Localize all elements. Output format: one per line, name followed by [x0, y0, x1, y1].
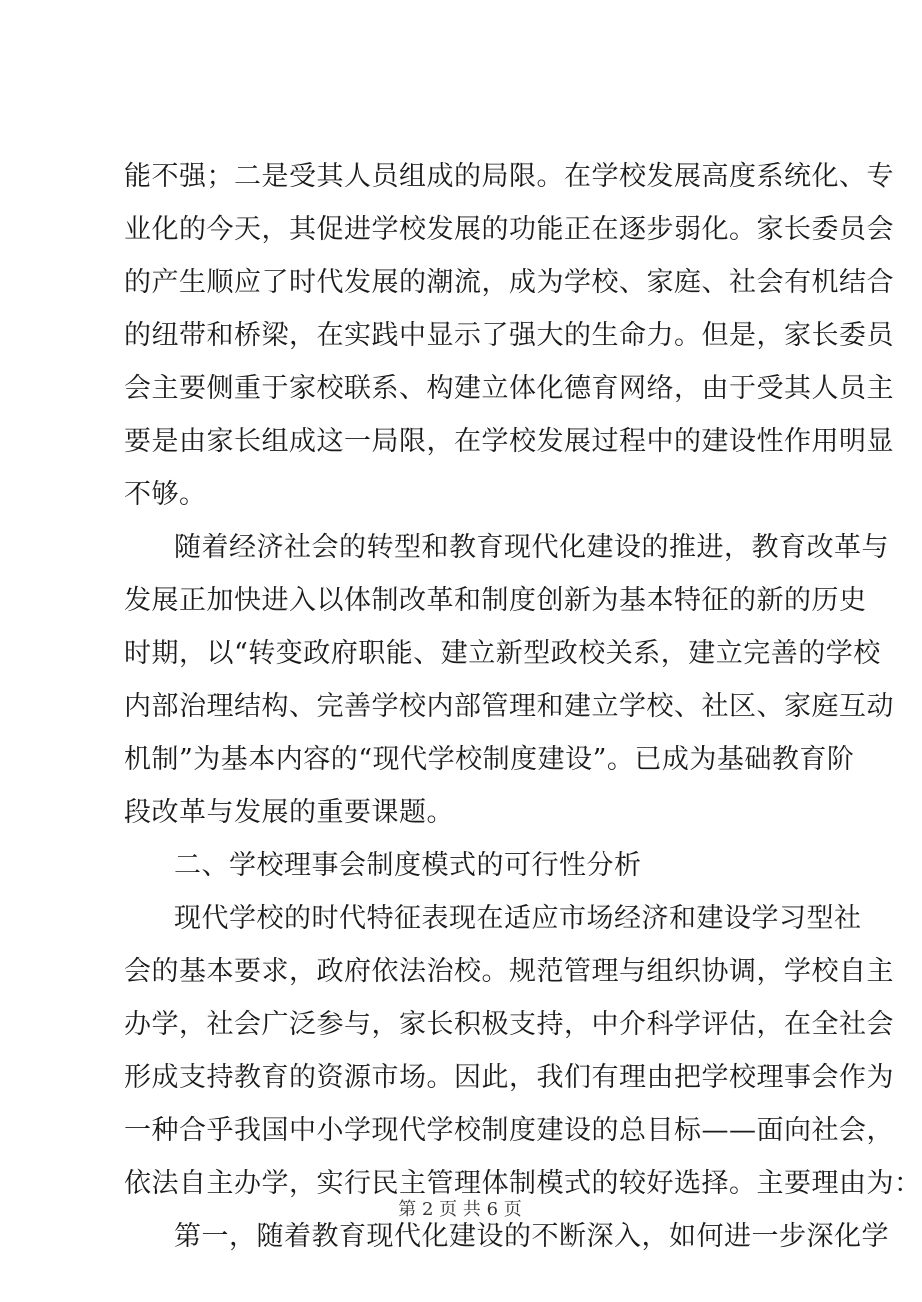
text-line: 机制”为基本内容的“现代学校制度建设”。已成为基础教育阶 [124, 744, 855, 775]
document-body [124, 150, 922, 1263]
text-line: 时期，以“转变政府职能、建立新型政校关系，建立完善的学校 [124, 638, 881, 669]
text-line: 业化的今天，其促进学校发展的功能正在逐步弱化。家长委员会 [124, 214, 894, 245]
text-line: 的纽带和桥梁，在实践中显示了强大的生命力。但是，家长委员 [124, 320, 894, 351]
page-footer: 第 2 页 共 6 页 [398, 1199, 522, 1220]
text-line: 依法自主办学，实行民主管理体制模式的较好选择。主要理由为： [124, 1168, 922, 1199]
text-line: 发展正加快进入以体制改革和制度创新为基本特征的新的历史 [124, 585, 867, 616]
text-line: 办学，社会广泛参与，家长积极支持，中介科学评估，在全社会 [124, 1009, 894, 1040]
text-line: 的产生顺应了时代发展的潮流，成为学校、家庭、社会有机结合 [124, 267, 894, 298]
text-line: 现代学校的时代特征表现在适应市场经济和建设学习型社 [174, 903, 862, 934]
text-line: 第一，随着教育现代化建设的不断深入，如何进一步深化学 [174, 1221, 889, 1252]
text-line: 随着经济社会的转型和教育现代化建设的推进，教育改革与 [174, 532, 889, 563]
text-line: 形成支持教育的资源市场。因此，我们有理由把学校理事会作为 [124, 1062, 894, 1093]
text-line: 能不强；二是受其人员组成的局限。在学校发展高度系统化、专 [124, 161, 894, 192]
text-line: 一种合乎我国中小学现代学校制度建设的总目标——面向社会， [124, 1115, 894, 1146]
text-line: 会的基本要求，政府依法治校。规范管理与组织协调，学校自主 [124, 956, 894, 987]
text-line: 段改革与发展的重要课题。 [124, 797, 454, 828]
text-line: 二、学校理事会制度模式的可行性分析 [174, 850, 642, 881]
text-line: 会主要侧重于家校联系、构建立体化德育网络，由于受其人员主 [124, 373, 894, 404]
text-line: 内部治理结构、完善学校内部管理和建立学校、社区、家庭互动 [124, 691, 894, 722]
text-line: 要是由家长组成这一局限，在学校发展过程中的建设性作用明显 [124, 426, 894, 457]
text-line: 不够。 [124, 479, 207, 510]
